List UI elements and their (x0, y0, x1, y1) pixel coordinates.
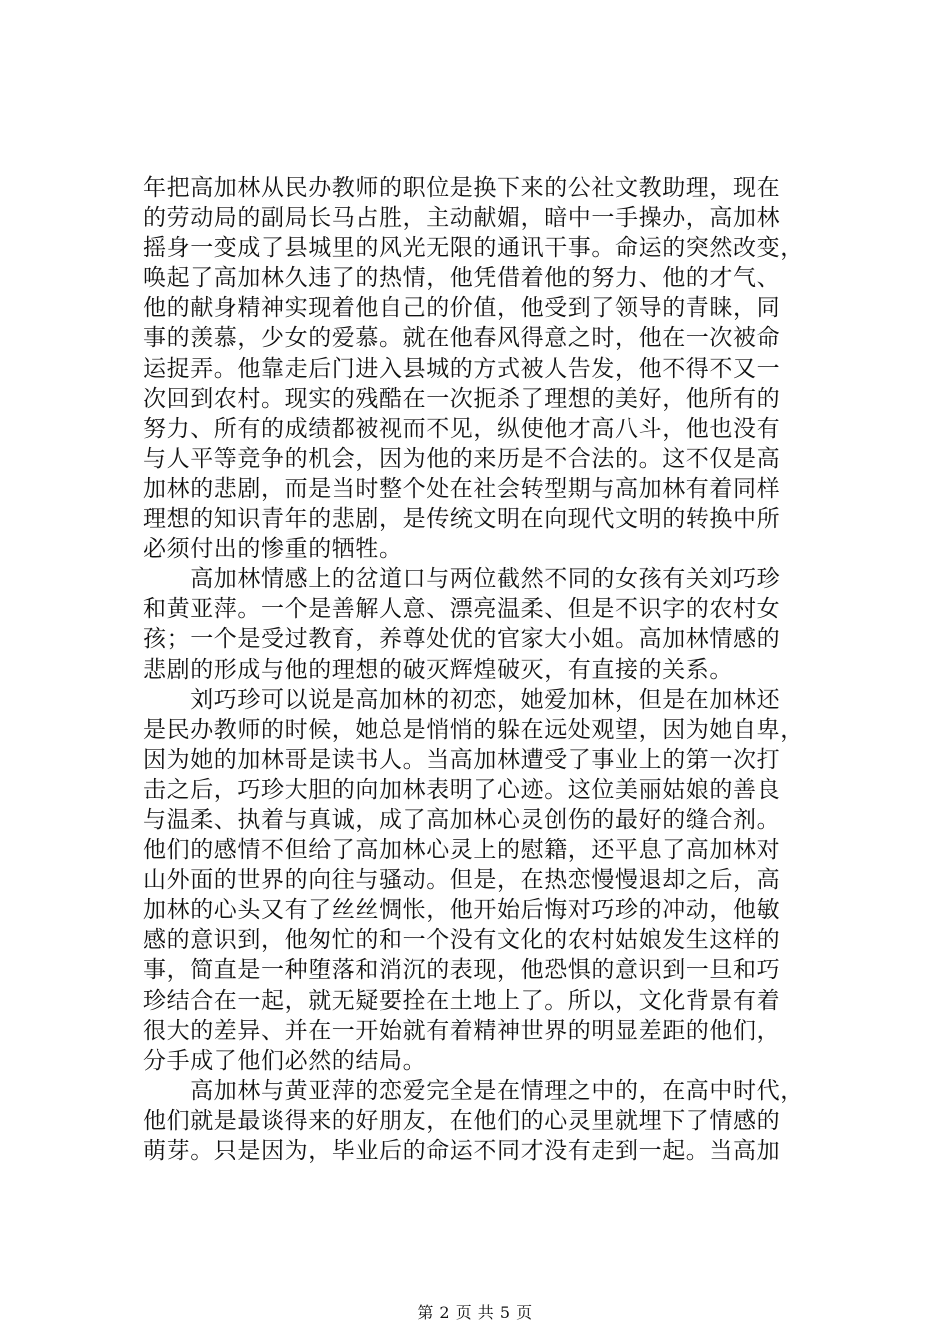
text-line: 事，简直是一种堕落和消沉的表现，他恐惧的意识到一旦和巧 (143, 957, 781, 984)
text-line: 次回到农村。现实的残酷在一次扼杀了理想的美好，他所有的 (143, 385, 781, 412)
text-line: 必须付出的惨重的牺牲。 (143, 536, 403, 563)
text-line: 是民办教师的时候，她总是悄悄的躲在远处观望，因为她自卑， (143, 716, 804, 743)
text-line: 摇身一变成了县城里的风光无限的通讯干事。命运的突然改变， (143, 235, 804, 262)
text-line: 年把高加林从民办教师的职位是换下来的公社文教助理，现在 (143, 175, 781, 201)
text-line: 山外面的世界的向往与骚动。但是，在热恋慢慢退却之后，高 (143, 867, 781, 894)
text-line: 珍结合在一起，就无疑要拴在土地上了。所以，文化背景有着 (143, 987, 781, 1014)
text-line: 和黄亚萍。一个是善解人意、漂亮温柔、但是不识字的农村女 (143, 596, 781, 623)
text-line: 理想的知识青年的悲剧，是传统文明在向现代文明的转换中所 (143, 506, 781, 533)
text-line: 唤起了高加林久违了的热情，他凭借着他的努力、他的才气、 (143, 265, 781, 292)
text-line: 加林的悲剧，而是当时整个处在社会转型期与高加林有着同样 (143, 475, 781, 502)
text-line: 他的献身精神实现着他自己的价值，他受到了领导的青睐，同 (143, 295, 781, 322)
text-line: 击之后，巧珍大胆的向加林表明了心迹。这位美丽姑娘的善良 (143, 776, 781, 803)
text-line: 与温柔、执着与真诚，成了高加林心灵创伤的最好的缝合剂。 (143, 806, 781, 833)
text-line: 悲剧的形成与他的理想的破灭辉煌破灭，有直接的关系。 (143, 656, 733, 683)
text-line: 的劳动局的副局长马占胜，主动献媚，暗中一手操办，高加林 (143, 205, 781, 232)
text-line: 事的羡慕，少女的爱慕。就在他春风得意之时，他在一次被命 (143, 325, 781, 352)
text-line: 加林的心头又有了丝丝惆怅，他开始后悔对巧珍的冲动，他敏 (143, 897, 781, 924)
text-line: 运捉弄。他靠走后门进入县城的方式被人告发，他不得不又一 (143, 355, 781, 382)
text-line: 高加林情感上的岔道口与两位截然不同的女孩有关刘巧珍 (143, 566, 781, 593)
text-line: 分手成了他们必然的结局。 (143, 1047, 427, 1074)
text-line: 萌芽。只是因为，毕业后的命运不同才没有走到一起。当高加 (143, 1138, 781, 1164)
text-line: 努力、所有的成绩都被视而不见，纵使他才高八斗，他也没有 (143, 415, 781, 442)
text-line: 很大的差异、并在一开始就有着精神世界的明显差距的他们， (143, 1017, 781, 1044)
text-line: 与人平等竞争的机会，因为他的来历是不合法的。这不仅是高 (143, 445, 781, 472)
text-line: 他们就是最谈得来的好朋友，在他们的心灵里就埋下了情感的 (143, 1107, 781, 1134)
text-line: 因为她的加林哥是读书人。当高加林遭受了事业上的第一次打 (143, 746, 781, 773)
text-line: 高加林与黄亚萍的恋爱完全是在情理之中的，在高中时代， (143, 1077, 804, 1104)
text-line: 他们的感情不但给了高加林心灵上的慰籍，还平息了高加林对 (143, 837, 781, 864)
body-text (143, 173, 839, 1166)
text-line: 刘巧珍可以说是高加林的初恋，她爱加林，但是在加林还 (143, 686, 781, 713)
text-line: 感的意识到，他匆忙的和一个没有文化的农村姑娘发生这样的 (143, 927, 781, 954)
page-footer: 第 2 页 共 5 页 (417, 1303, 533, 1322)
text-line: 孩；一个是受过教育，养尊处优的官家大小姐。高加林情感的 (143, 626, 781, 653)
